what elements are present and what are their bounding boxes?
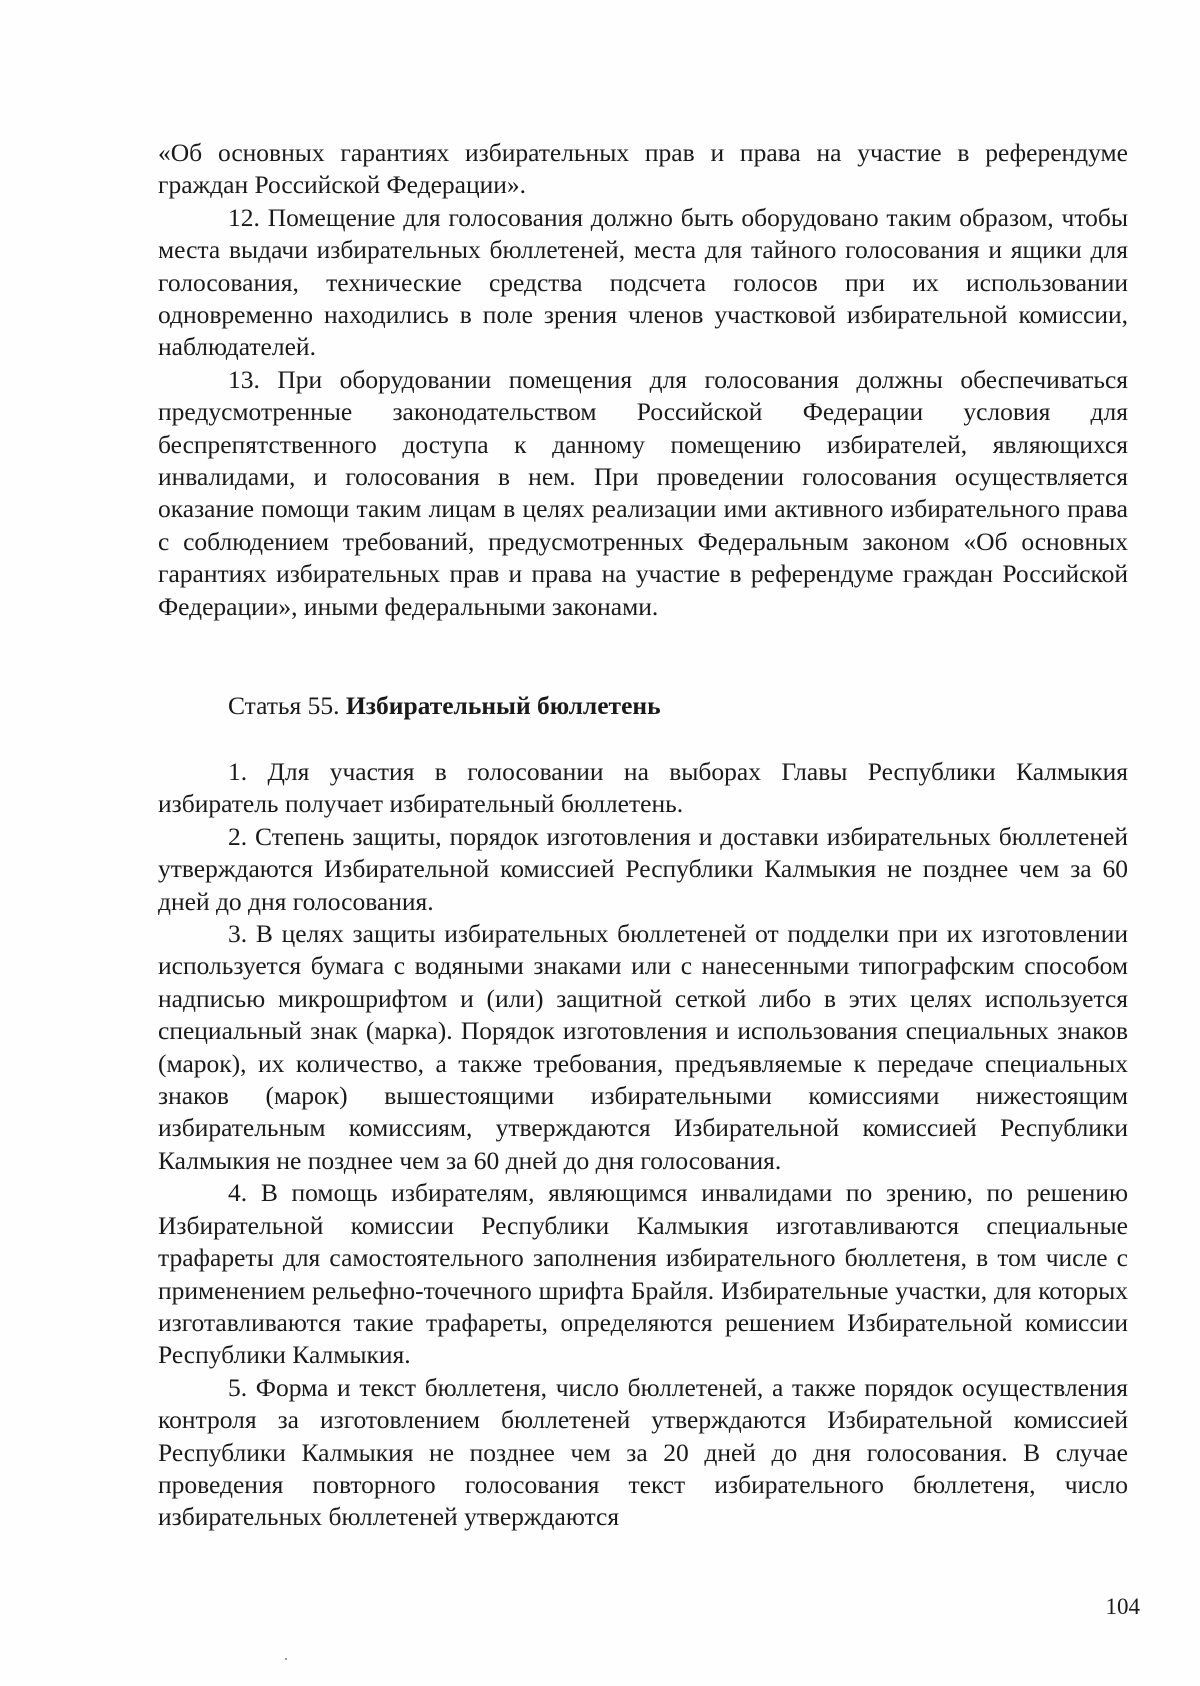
article-title: Избирательный бюллетень — [345, 691, 661, 720]
paragraph-item-13: 13. При оборудовании помещения для голосования должны обеспечиваться предусмотренные законодательством Российской Федерации условия для беспрепятственного доступа к данному помещению избирателей, являющихся инвалидами, и голосования в нем. При проведении голосования осуществляется оказание помощи таким лицам в целях реализации ими активного избирательного права с соблюдением требований, предусмотренных Федеральным законом «Об основных гарантиях избирательных прав и права на участие в референдуме граждан Российской Федерации», иными федеральными законами. — [158, 364, 1128, 621]
article-paragraph-2: 2. Степень защиты, порядок изготовления и доставки избирательных бюллетеней утверждаются Избирательной комиссией Республики Калмыкия не позднее чем за 60 дней до дня голосования. — [158, 821, 1128, 916]
paragraph-continuation: «Об основных гарантиях избирательных прав и права на участие в референдуме граждан Российской Федерации». — [158, 138, 1128, 200]
page-number: 104 — [1105, 1594, 1140, 1619]
article-paragraph-3: 3. В целях защиты избирательных бюллетеней от подделки при их изготовлении используется бумага с водяными знаками или с нанесенными типографским способом надписью микрошрифтом и (или) защитной сеткой либо в этих целях используется специальный знак (марка). Порядок изготовления и использования специальных знаков (марок), их количество, а также требования, предъявляемые к передаче специальных знаков (марок) вышестоящими избирательными комиссиями нижестоящим избирательным комиссиям, утверждаются Избирательной комиссией Республики Калмыкия не позднее чем за 60 дней до дня голосования. — [158, 919, 1128, 1175]
article-paragraph-1: 1. Для участия в голосовании на выборах Главы Республики Калмыкия избиратель получает избирательный бюллетень. — [158, 757, 1128, 819]
preceding-text — [158, 137, 1128, 623]
scan-speck — [285, 1658, 287, 1660]
article-number: Статья 55. — [228, 691, 340, 720]
paragraph-item-12: 12. Помещение для голосования должно быть оборудовано таким образом, чтобы места выдачи избирательных бюллетеней, места для тайного голосования и ящики для голосования, технические средства подсчета голосов при их использовании одновременно находились в поле зрения членов участковой избирательной комиссии, наблюдателей. — [158, 202, 1128, 362]
article-heading — [228, 690, 661, 722]
article-body — [158, 756, 1128, 1534]
article-paragraph-5: 5. Форма и текст бюллетеня, число бюллетеней, а также порядок осуществления контроля за изготовлением бюллетеней утверждаются Избирательной комиссией Республики Калмыкия не позднее чем за 20 дней до дня голосования. В случае проведения повторного голосования текст избирательного бюллетеня, число избирательных бюллетеней утверждаются — [158, 1372, 1128, 1532]
article-paragraph-4: 4. В помощь избирателям, являющимся инвалидами по зрению, по решению Избирательной комиссии Республики Калмыкия изготавливаются специальные трафареты для самостоятельного заполнения избирательного бюллетеня, в том числе с применением рельефно-точечного шрифта Брайля. Избирательные участки, для которых изготавливаются такие трафареты, определяются решением Избирательной комиссии Республики Калмыкия. — [158, 1178, 1128, 1370]
